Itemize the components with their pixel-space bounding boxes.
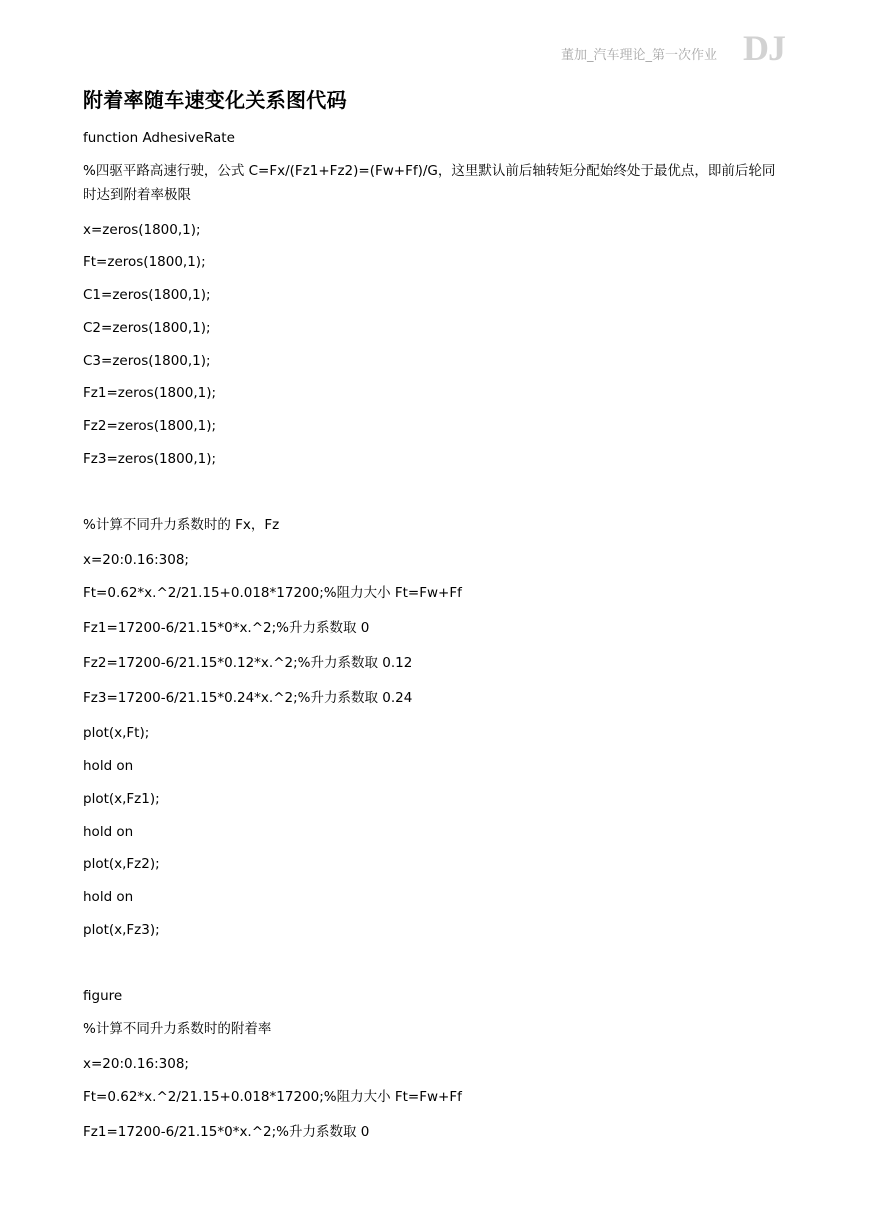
code-line: %计算不同升力系数时的附着率	[83, 1021, 272, 1037]
code-line: plot(x,Fz3);	[83, 922, 160, 938]
code-line: plot(x,Fz2);	[83, 856, 160, 872]
code-line: Fz2=zeros(1800,1);	[83, 418, 217, 434]
header-text: 董加_汽车理论_第一次作业	[560, 48, 717, 63]
code-line: Fz1=17200-6/21.15*0*x.^2;%升力系数取 0	[83, 1124, 370, 1140]
code-line: function AdhesiveRate	[83, 130, 235, 146]
code-line: hold on	[83, 824, 134, 840]
code-line: Fz3=zeros(1800,1);	[83, 451, 217, 467]
code-line: figure	[83, 988, 123, 1004]
code-line: Ft=0.62*x.^2/21.15+0.018*17200;%阻力大小 Ft=Fw+Ff	[83, 585, 462, 601]
code-line: plot(x,Ft);	[83, 725, 150, 741]
page-header	[561, 30, 785, 66]
code-line: Fz1=17200-6/21.15*0*x.^2;%升力系数取 0	[83, 620, 370, 636]
comment-paragraph: %四驱平路高速行驶，公式 C=Fx/(Fz1+Fz2)=(Fw+Ff)/G，这里默认前后轴转矩分配始终处于最优点，即前后轮同时达到附着率极限	[83, 163, 776, 203]
document-title: 附着率随车速变化关系图代码	[83, 88, 347, 112]
code-line: x=20:0.16:308;	[83, 552, 189, 568]
code-line: C3=zeros(1800,1);	[83, 353, 211, 369]
code-line: x=zeros(1800,1);	[83, 222, 201, 238]
code-line: Fz2=17200-6/21.15*0.12*x.^2;%升力系数取 0.12	[83, 655, 413, 671]
header-logo: DJ	[743, 28, 785, 68]
code-line: %计算不同升力系数时的 Fx，Fz	[83, 517, 280, 533]
code-line: C2=zeros(1800,1);	[83, 320, 211, 336]
code-line: Fz1=zeros(1800,1);	[83, 385, 217, 401]
code-line: Ft=0.62*x.^2/21.15+0.018*17200;%阻力大小 Ft=Fw+Ff	[83, 1089, 462, 1105]
code-line: Ft=zeros(1800,1);	[83, 254, 206, 270]
code-line: hold on	[83, 758, 134, 774]
code-line: C1=zeros(1800,1);	[83, 287, 211, 303]
code-line: x=20:0.16:308;	[83, 1056, 189, 1072]
code-line: Fz3=17200-6/21.15*0.24*x.^2;%升力系数取 0.24	[83, 690, 413, 706]
code-line: plot(x,Fz1);	[83, 791, 160, 807]
code-line: hold on	[83, 889, 134, 905]
